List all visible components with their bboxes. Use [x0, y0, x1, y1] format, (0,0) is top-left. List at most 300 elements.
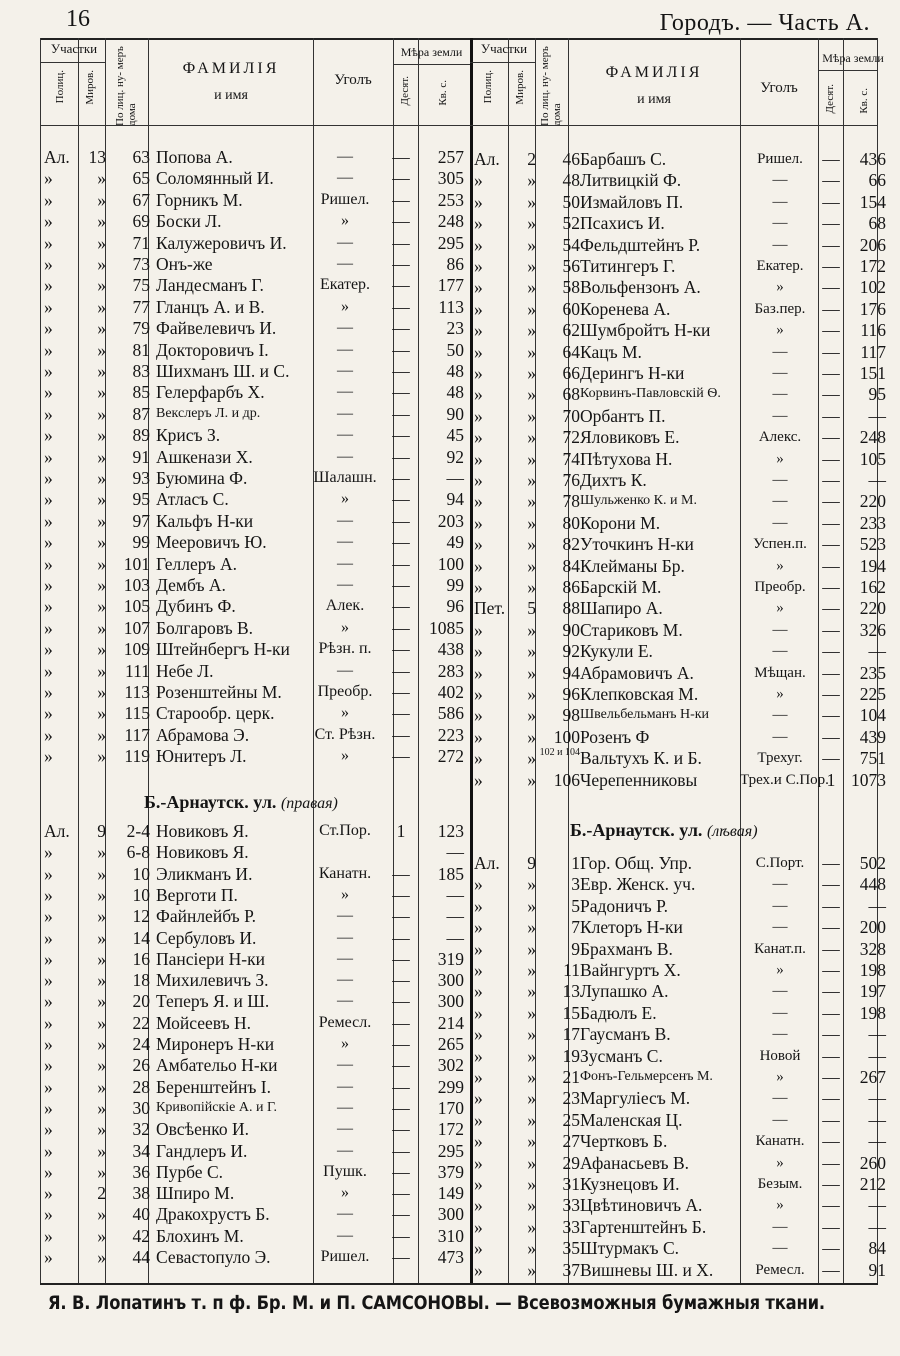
cell-mir: » — [97, 296, 106, 317]
cell-mir: » — [527, 874, 536, 895]
table-row — [474, 234, 886, 256]
table-row — [474, 276, 886, 298]
cell-corner: Екатер. — [319, 276, 371, 294]
cell-kv: 96 — [446, 596, 464, 617]
table-row — [44, 232, 470, 254]
cell-name: Лупашко А. — [580, 981, 669, 1002]
cell-mir: 2 — [97, 1183, 106, 1204]
header-bottom-rule — [40, 125, 878, 126]
table-row — [474, 916, 886, 938]
cell-kv: 172 — [859, 256, 886, 276]
cell-des: — — [822, 1131, 840, 1152]
cell-house: 111 — [125, 660, 150, 681]
cell-house: 79 — [132, 318, 150, 339]
cell-mir: » — [97, 318, 106, 339]
cell-pol: » — [474, 234, 483, 255]
table-row — [44, 702, 470, 724]
cell-kv: 751 — [859, 748, 886, 769]
cell-kv: 117 — [860, 341, 886, 362]
cell-corner: — — [337, 319, 353, 337]
cell-pol: » — [474, 769, 483, 790]
cell-pol: » — [44, 596, 53, 617]
cell-house: 17 — [562, 1024, 580, 1045]
cell-pol: » — [474, 277, 483, 298]
cell-pol: » — [44, 1204, 53, 1225]
cell-pol: » — [44, 1183, 53, 1204]
cell-kv: 86 — [446, 254, 464, 274]
col-uchastki: Участки — [50, 41, 98, 56]
cell-corner: — — [772, 707, 788, 724]
cell-house: 73 — [132, 254, 150, 274]
cell-des: — — [822, 1067, 840, 1087]
table-row — [44, 553, 470, 575]
cell-des: — — [392, 884, 410, 905]
table-row — [474, 383, 886, 405]
cell-pol: » — [474, 726, 483, 747]
cell-name: Абрамовичъ А. — [580, 662, 694, 683]
cell-corner: Преобр. — [754, 579, 806, 595]
cell-corner: Рѣзн. п. — [318, 640, 372, 658]
cell-kv: 235 — [859, 662, 886, 683]
header-rule — [40, 62, 105, 63]
cell-pol: » — [44, 948, 53, 969]
cell-corner: — — [772, 193, 788, 210]
cell-kv: 283 — [437, 660, 464, 681]
cell-corner: » — [776, 450, 784, 467]
cell-house: 50 — [562, 191, 580, 212]
cell-pol: Пет. — [474, 598, 506, 619]
cell-name: Орбантъ П. — [580, 405, 666, 426]
cell-des: — — [392, 1183, 410, 1204]
cell-kv: — — [868, 470, 886, 490]
cell-name: Докторовичъ I. — [156, 339, 269, 360]
cell-name: Буюмина Ф. — [156, 468, 248, 488]
table-row — [44, 638, 470, 660]
cell-kv: 319 — [437, 948, 464, 969]
cell-mir: » — [527, 1195, 536, 1216]
cell-des: — — [822, 405, 840, 426]
cell-des: — — [822, 1002, 840, 1023]
cell-corner: — — [337, 1056, 353, 1074]
cell-corner: Ремесл. — [318, 1013, 372, 1031]
table-row — [474, 1002, 886, 1024]
cell-des: — — [392, 318, 410, 339]
table-row — [474, 1109, 886, 1131]
cell-mir: » — [97, 906, 106, 927]
cell-house: 38 — [132, 1183, 150, 1204]
cell-name: Розенъ Ф — [580, 726, 650, 747]
table-row — [44, 820, 470, 842]
cell-pol: » — [474, 448, 483, 469]
cell-house: 21 — [562, 1067, 580, 1087]
cell-corner: Трехуг. — [757, 750, 803, 767]
cell-house: 52 — [562, 213, 580, 234]
table-row — [44, 969, 470, 991]
cell-pol: » — [44, 1012, 53, 1033]
cell-des: — — [822, 512, 840, 533]
cell-name: Кукули Е. — [580, 641, 653, 662]
cell-kv: — — [446, 842, 464, 863]
page-header: Городъ. — Часть А. — [659, 10, 870, 36]
cell-corner: — — [337, 511, 353, 529]
cell-kv: 92 — [446, 446, 464, 467]
cell-house: 33 — [562, 1195, 580, 1216]
cell-des: — — [392, 575, 410, 595]
cell-mir: » — [527, 384, 536, 405]
table-row — [44, 1054, 470, 1076]
cell-mir: » — [97, 189, 106, 210]
table-row — [474, 959, 886, 981]
cell-kv: — — [446, 884, 464, 905]
cell-kv: 295 — [437, 1140, 464, 1161]
cell-name: Клейманы Бр. — [580, 555, 685, 576]
cell-house: 71 — [132, 232, 150, 253]
cell-name: Горникъ М. — [156, 189, 243, 210]
cell-name: Геллеръ А. — [156, 553, 237, 574]
cell-house: 95 — [132, 489, 150, 510]
cell-pol: » — [474, 534, 483, 555]
column-divider — [470, 38, 473, 1283]
cell-des: — — [392, 660, 410, 681]
cell-corner: Новой — [759, 1047, 801, 1064]
cell-house: 106 — [553, 769, 580, 790]
cell-mir: » — [527, 277, 536, 298]
cell-mir: » — [97, 660, 106, 681]
cell-pol: » — [474, 641, 483, 662]
cell-corner: — — [772, 621, 788, 638]
table-row — [474, 319, 886, 341]
table-row — [474, 255, 886, 277]
cell-name: Штурмакъ С. — [580, 1238, 680, 1259]
table-row — [474, 169, 886, 191]
cell-name: Кальфъ Н-ки — [156, 510, 254, 531]
cell-house: 119 — [124, 746, 150, 767]
cell-pol: » — [44, 1034, 53, 1054]
cell-house: 63 — [132, 147, 150, 167]
cell-name: Кривопійскіе А. и Г. — [156, 1099, 277, 1115]
col-ugol: Уголъ — [334, 72, 372, 88]
cell-house: 76 — [562, 470, 580, 490]
cell-name: Севастопуло Э. — [156, 1247, 271, 1267]
section-heading-right — [570, 820, 758, 841]
section-street: Б.-Арнаутск. ул. — [570, 820, 703, 840]
cell-mir: » — [97, 746, 106, 767]
cell-mir: » — [97, 596, 106, 617]
cell-corner: — — [772, 897, 788, 914]
cell-name: Маргуліесъ М. — [580, 1088, 691, 1109]
cell-name: Векслеръ Л. и др. — [156, 405, 261, 421]
cell-kv: 194 — [859, 555, 886, 576]
table-row — [44, 403, 470, 425]
col-kv: Кв. с. — [858, 88, 870, 114]
cell-des: — — [392, 746, 410, 767]
cell-house: 13 — [562, 981, 580, 1002]
cell-mir: » — [97, 382, 106, 403]
cell-mir: » — [97, 703, 106, 724]
cell-kv: 95 — [868, 384, 886, 405]
cell-name: Измайловъ П. — [580, 191, 684, 212]
cell-pol: » — [44, 510, 53, 531]
cell-house: 27 — [562, 1131, 580, 1152]
cell-name: Новиковъ Я. — [156, 842, 249, 863]
cell-mir: » — [97, 254, 106, 274]
cell-house: 42 — [132, 1225, 150, 1246]
cell-des: — — [822, 363, 840, 383]
cell-des: — — [822, 705, 840, 726]
table-row — [474, 683, 886, 705]
cell-house: 20 — [132, 991, 150, 1012]
cell-mir: » — [97, 553, 106, 574]
table-row — [474, 1237, 886, 1259]
cell-corner: — — [337, 928, 353, 946]
cell-pol: » — [44, 970, 53, 991]
cell-house: 100 — [553, 726, 580, 747]
cell-house: 67 — [132, 189, 150, 210]
cell-name: Гор. Общ. Упр. — [580, 853, 692, 873]
cell-des: — — [392, 532, 410, 553]
cell-pol: Ал. — [474, 853, 500, 873]
cell-des: — — [822, 427, 840, 448]
cell-pol: » — [474, 170, 483, 191]
cell-pol: » — [44, 575, 53, 595]
table-row — [44, 381, 470, 403]
cell-kv: 48 — [446, 382, 464, 403]
cell-pol: » — [474, 512, 483, 533]
cell-name: Соломянный И. — [156, 168, 274, 189]
cell-house: 44 — [132, 1247, 150, 1267]
cell-mir: » — [527, 960, 536, 980]
cell-house: 11 — [563, 960, 580, 980]
cell-des: — — [392, 703, 410, 724]
cell-corner: — — [337, 533, 353, 551]
cell-kv: 94 — [446, 489, 464, 510]
cell-des: — — [822, 874, 840, 895]
cell-name: Блохинъ М. — [156, 1225, 244, 1246]
cell-house: 58 — [562, 277, 580, 298]
cell-pol: » — [474, 1024, 483, 1045]
cell-mir: » — [527, 234, 536, 255]
cell-corner: — — [337, 404, 353, 422]
table-row — [474, 980, 886, 1002]
cell-pol: » — [474, 320, 483, 341]
cell-kv: 310 — [437, 1225, 464, 1246]
col-mirov: Миров. — [514, 70, 526, 105]
cell-corner: — — [337, 1226, 353, 1244]
table-row — [474, 469, 886, 491]
table-row — [474, 426, 886, 448]
cell-corner: — — [772, 407, 788, 424]
table-row — [474, 1194, 886, 1216]
cell-house: 46 — [562, 149, 580, 169]
cell-pol: » — [474, 384, 483, 405]
cell-corner: » — [341, 490, 349, 508]
cell-des: — — [822, 577, 840, 597]
cell-pol: » — [474, 981, 483, 1002]
cell-pol: » — [474, 1109, 483, 1130]
cell-des: — — [392, 510, 410, 531]
cell-mir: » — [527, 938, 536, 959]
cell-corner: — — [772, 343, 788, 360]
table-row — [474, 362, 886, 384]
cell-name: Фельдштейнъ Р. — [580, 234, 701, 255]
cell-pol: » — [44, 296, 53, 317]
table-row — [474, 1023, 886, 1045]
table-row — [44, 488, 470, 510]
cell-name: Файнлейбъ Р. — [156, 906, 257, 927]
cell-corner: — — [772, 514, 788, 531]
table-row — [44, 1012, 470, 1034]
cell-pol: » — [44, 403, 53, 424]
cell-pol: Ал. — [44, 147, 70, 167]
cell-pol: » — [474, 1067, 483, 1087]
cell-mir: » — [527, 662, 536, 683]
cell-name: Юнитеръ Л. — [156, 746, 247, 767]
cell-name: Литвицкій Ф. — [580, 170, 682, 191]
table-row — [474, 512, 886, 534]
cell-corner: » — [341, 618, 349, 636]
table-row — [474, 148, 886, 170]
cell-house: 83 — [132, 361, 150, 381]
cell-des: — — [822, 170, 840, 191]
cell-house: 60 — [562, 298, 580, 319]
cell-name: Шихманъ Ш. и С. — [156, 361, 290, 381]
cell-mir: » — [527, 641, 536, 662]
cell-house: 37 — [562, 1259, 580, 1280]
cell-pol: » — [474, 298, 483, 319]
cell-des: — — [822, 960, 840, 980]
cell-name: Вальтухъ К. и Б. — [580, 748, 702, 769]
table-row — [474, 662, 886, 684]
cell-mir: » — [527, 577, 536, 597]
section-side: (правая) — [280, 795, 338, 812]
table-row — [44, 595, 470, 617]
cell-house: 97 — [132, 510, 150, 531]
header-rule — [818, 70, 878, 71]
cell-mir: » — [527, 1045, 536, 1066]
cell-pol: » — [474, 619, 483, 640]
cell-des: — — [822, 298, 840, 319]
cell-pol: » — [474, 213, 483, 234]
cell-kv: 436 — [859, 149, 886, 169]
cell-house: 31 — [562, 1174, 580, 1194]
table-row — [44, 1182, 470, 1204]
cell-kv: 300 — [437, 970, 464, 991]
cell-pol: » — [474, 470, 483, 490]
table-row — [474, 576, 886, 598]
cell-house: 18 — [132, 970, 150, 991]
cell-mir: » — [527, 619, 536, 640]
cell-name: Калужеровичъ И. — [156, 232, 287, 253]
cell-kv: 176 — [859, 298, 886, 319]
cell-des: — — [392, 489, 410, 510]
table-row — [44, 905, 470, 927]
cell-corner: » — [776, 686, 784, 702]
cell-des: — — [392, 553, 410, 574]
cell-pol: » — [474, 960, 483, 980]
cell-kv: 100 — [437, 553, 464, 574]
cell-mir: » — [97, 275, 106, 296]
table-row — [474, 555, 886, 577]
cell-des: — — [392, 361, 410, 381]
cell-name: Попова А. — [156, 147, 233, 167]
cell-kv: 223 — [437, 724, 464, 745]
cell-corner: — — [772, 215, 788, 232]
cell-des: — — [392, 425, 410, 446]
table-row — [44, 360, 470, 382]
cell-mir: » — [97, 232, 106, 253]
cell-kv: 265 — [437, 1034, 464, 1054]
table-row — [474, 597, 886, 619]
cell-kv: 402 — [437, 682, 464, 702]
cell-name: Пурбе С. — [156, 1161, 224, 1182]
cell-corner: — — [772, 876, 788, 893]
table-row — [474, 704, 886, 726]
table-row — [474, 490, 886, 512]
cell-corner: — — [772, 236, 788, 253]
cell-des: — — [822, 1195, 840, 1216]
cell-house: 107 — [123, 617, 150, 638]
cell-name: Атласъ С. — [156, 489, 229, 510]
cell-pol: » — [44, 361, 53, 381]
table-row — [44, 510, 470, 532]
table-row — [44, 574, 470, 596]
cell-corner: — — [772, 1090, 788, 1107]
cell-kv: 295 — [437, 232, 464, 253]
cell-pol: » — [474, 1216, 483, 1237]
cell-des: — — [392, 232, 410, 253]
cell-name: Стариковъ М. — [580, 619, 683, 640]
table-row — [44, 1140, 470, 1162]
cell-pol: » — [44, 842, 53, 863]
table-row — [474, 873, 886, 895]
cell-house: 105 — [123, 596, 150, 617]
cell-name: Гланцъ А. и В. — [156, 296, 265, 317]
cell-house: 90 — [562, 619, 580, 640]
cell-house: 78 — [562, 491, 580, 512]
cell-corner: — — [337, 362, 353, 379]
cell-house: 68 — [562, 384, 580, 405]
table-row — [44, 1097, 470, 1119]
cell-house: 66 — [562, 363, 580, 383]
cell-des: — — [392, 446, 410, 467]
cell-corner: » — [341, 297, 349, 315]
cell-name: Афанасьевъ В. — [580, 1152, 690, 1173]
cell-name: Абрамова Э. — [156, 724, 250, 745]
cell-mir: » — [527, 1152, 536, 1173]
rule — [40, 38, 41, 1283]
cell-name: Миронеръ Н-ки — [156, 1034, 275, 1054]
cell-corner: Канатн. — [318, 864, 372, 882]
cell-kv: 200 — [859, 917, 886, 938]
cell-mir: » — [97, 510, 106, 531]
table-row — [44, 724, 470, 746]
cell-house: 56 — [562, 256, 580, 276]
cell-name: Михилевичъ З. — [156, 970, 269, 991]
cell-house: 85 — [132, 382, 150, 403]
cell-kv: 326 — [859, 619, 886, 640]
cell-corner: » — [341, 1184, 349, 1202]
cell-kv: 151 — [859, 363, 886, 383]
cell-des: — — [822, 320, 840, 341]
cell-name: Болгаровъ В. — [156, 617, 254, 638]
cell-kv: 113 — [438, 296, 464, 317]
cell-des: — — [822, 684, 840, 704]
table-row — [474, 298, 886, 320]
cell-des: — — [822, 448, 840, 469]
cell-house: 24 — [132, 1034, 150, 1054]
cell-des: — — [822, 1109, 840, 1130]
cell-des: — — [822, 917, 840, 938]
